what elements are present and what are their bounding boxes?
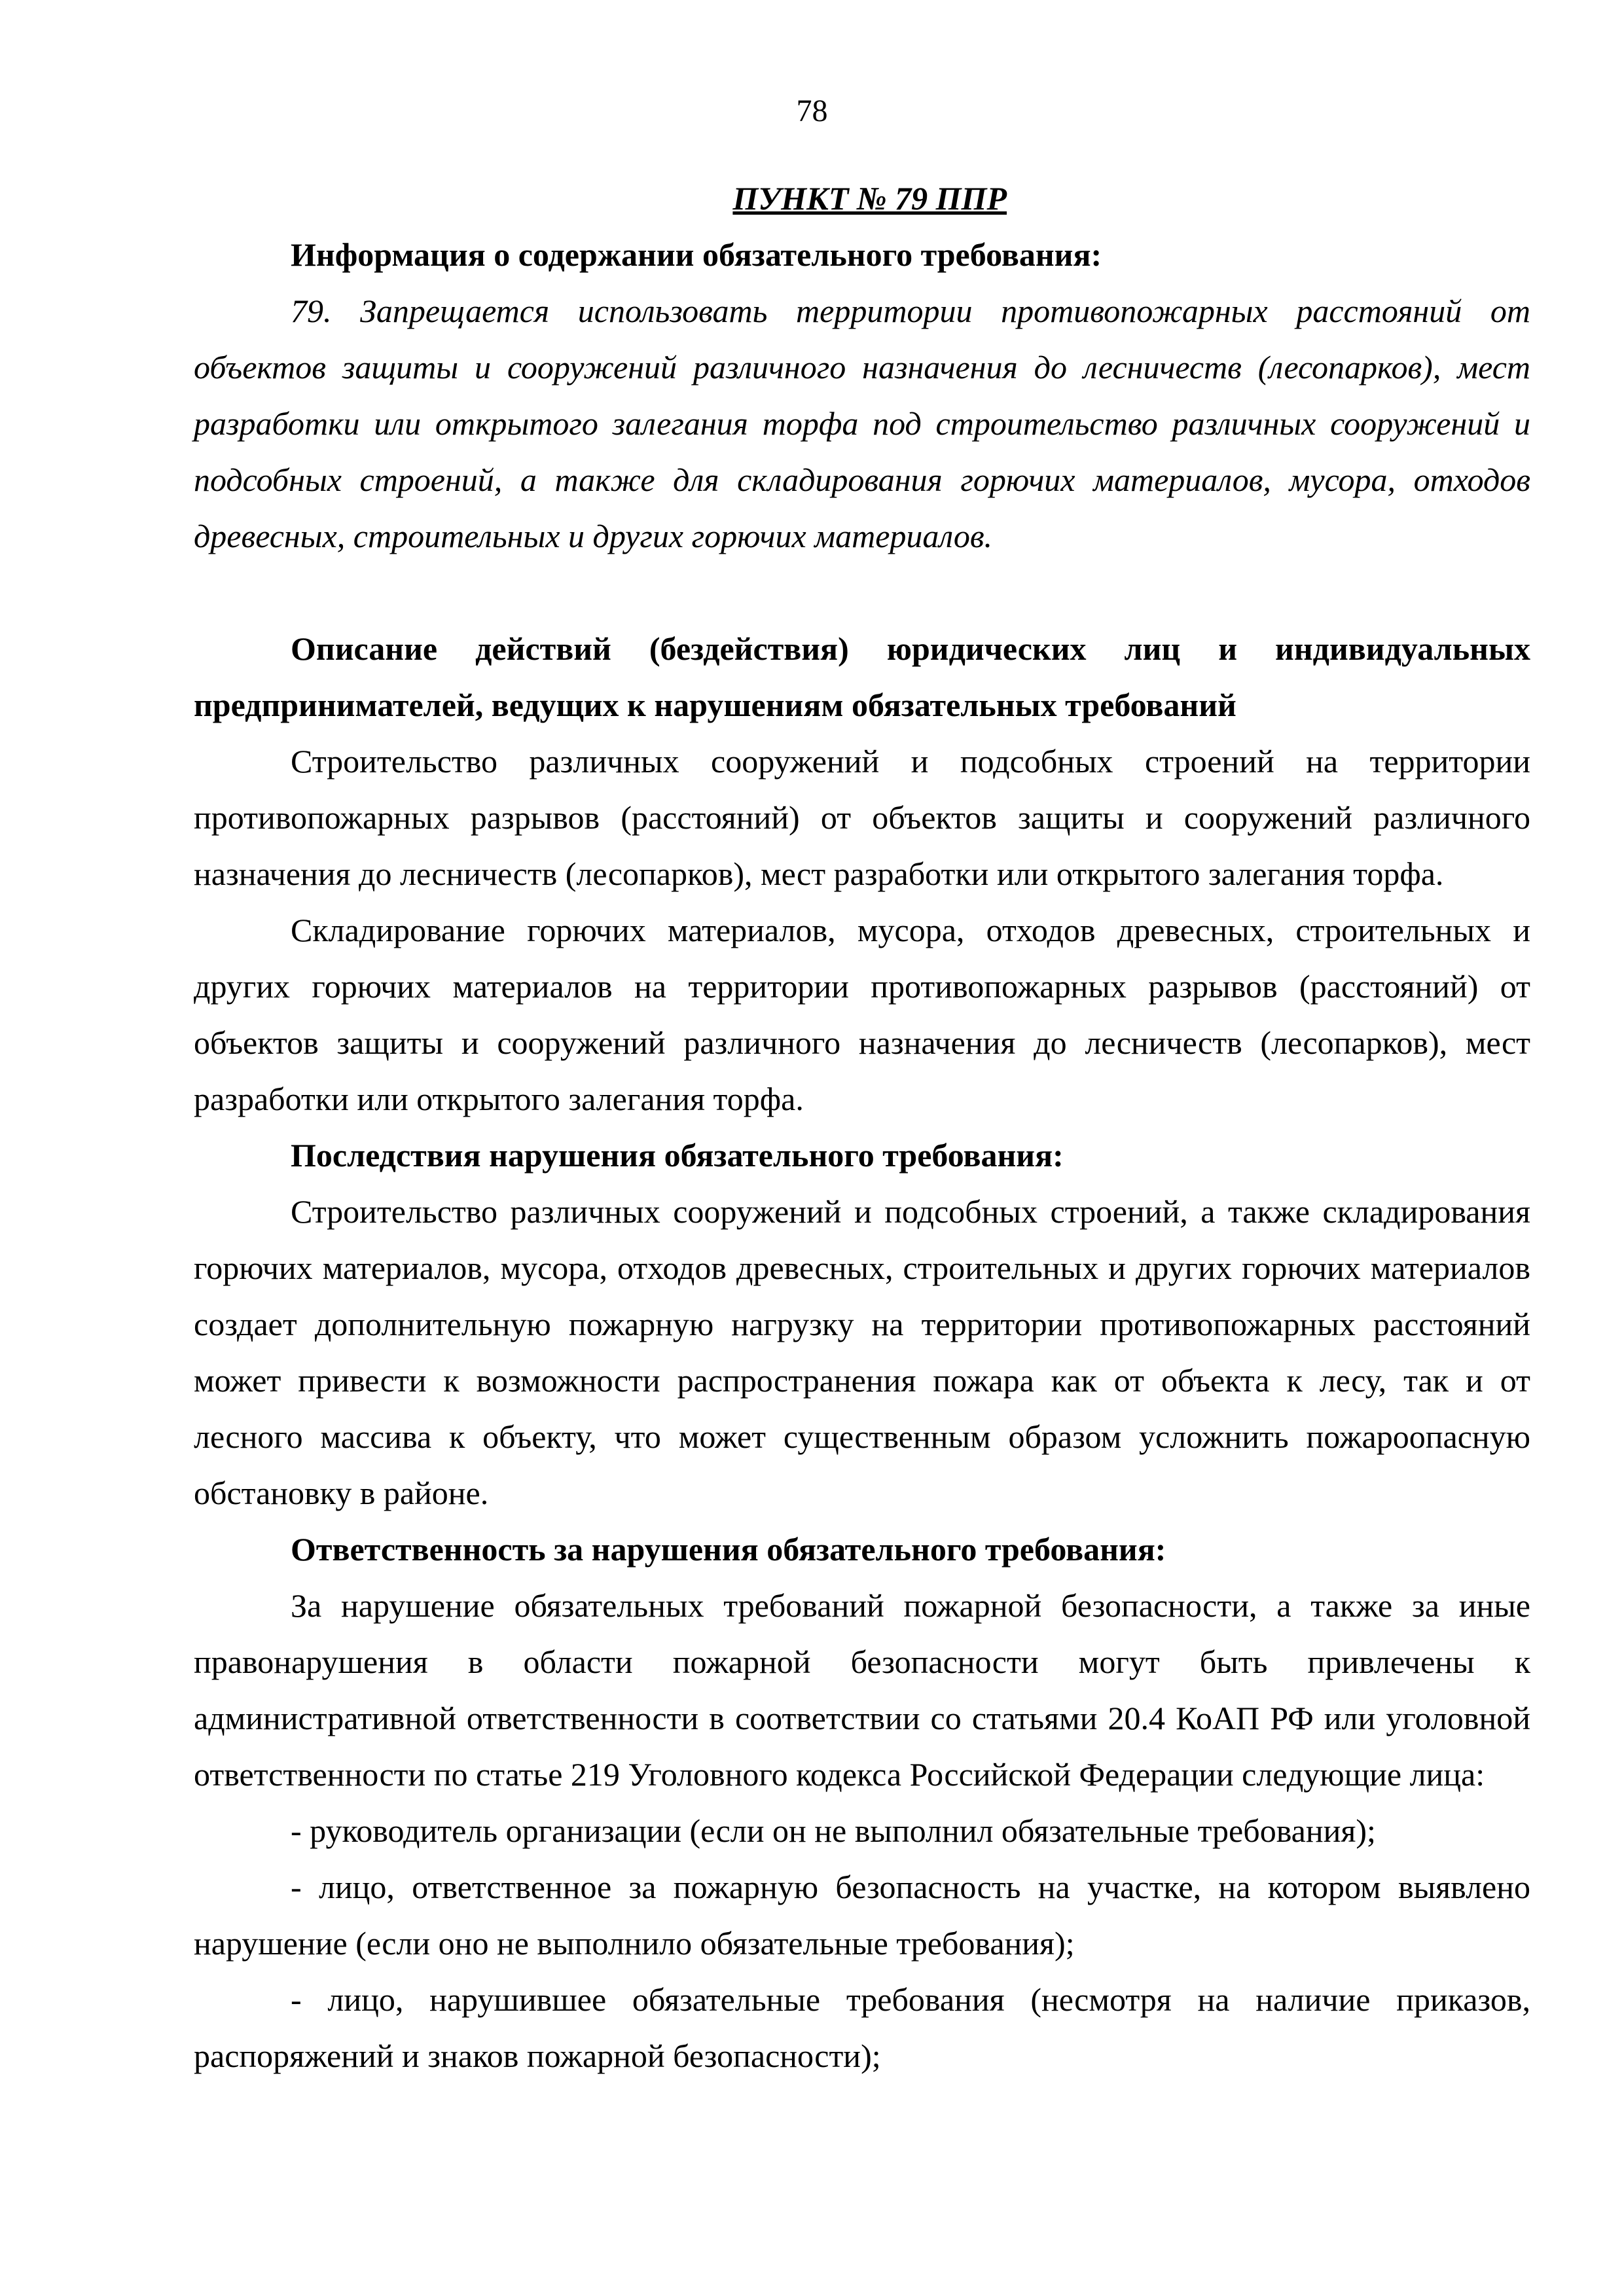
responsibility-item: - лицо, ответственное за пожарную безопасность на участке, на котором выявлено нарушение (если оно не выполнило обязательные требования); [194, 1869, 1530, 1962]
responsibility-item: - лицо, нарушившее обязательные требования (несмотря на наличие приказов, распоряжений и знаков пожарной безопасности); [194, 1981, 1530, 2074]
page-number: 78 [796, 94, 828, 128]
responsibility-intro: За нарушение обязательных требований пожарной безопасности, а также за иные правонарушения в области пожарной безопасности могут быть привлечены к административной ответственности в соответствии со статьями 20.4 КоАП РФ или уголовной ответственности по статье 219 Уголовного кодекса Российской Федерации следующие лица: [194, 1587, 1530, 1793]
section-spacer [194, 564, 1530, 620]
requirement-text: 79. Запрещается использовать территории противопожарных расстояний от объектов защиты и сооружений различного назначения до лесничеств (лесопарков), мест разработки или открытого залегания торфа под строительство различных сооружений и подсобных строений, а также для складирования горючих материалов, мусора, отходов древесных, строительных и других горючих материалов. [194, 293, 1530, 554]
actions-paragraph: Складирование горючих материалов, мусора, отходов древесных, строительных и других горючих материалов на территории противопожарных разрывов (расстояний) от объектов защиты и сооружений различного назначения до лесничеств (лесопарков), мест разработки или открытого залегания торфа. [194, 912, 1530, 1117]
actions-paragraph: Строительство различных сооружений и подсобных строений на территории противопожарных разрывов (расстояний) от объектов защиты и сооружений различного назначения до лесничеств (лесопарков), мест разработки или открытого залегания торфа. [194, 743, 1530, 892]
actions-heading: Описание действий (бездействия) юридических лиц и индивидуальных предпринимателей, ведущих к нарушениям обязательных требований [194, 630, 1530, 723]
info-heading: Информация о содержании обязательного требования: [291, 236, 1102, 273]
punkt-title: ПУНКТ № 79 ППР [732, 180, 1007, 217]
consequences-heading: Последствия нарушения обязательного требования: [291, 1137, 1064, 1174]
responsibility-item: - руководитель организации (если он не выполнил обязательные требования); [291, 1812, 1376, 1849]
responsibility-heading: Ответственность за нарушения обязательного требования: [291, 1531, 1166, 1568]
consequences-text: Строительство различных сооружений и подсобных строений, а также складирования горючих материалов, мусора, отходов древесных, строительных и других горючих материалов создает дополнительную пожарную нагрузку на территории противопожарных расстояний может привести к возможности распространения пожара как от объекта к лесу, так и от лесного массива к объекту, что может существенным образом усложнить пожароопасную обстановку в районе. [194, 1193, 1530, 1511]
document-body [194, 170, 1530, 2084]
